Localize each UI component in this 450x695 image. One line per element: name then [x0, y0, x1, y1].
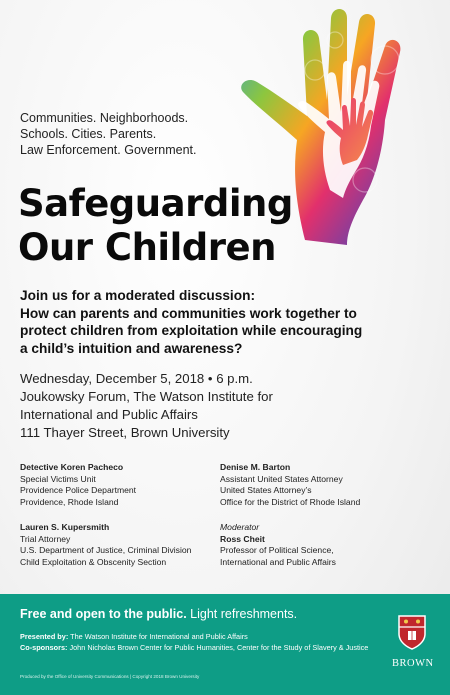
event-date-time: Wednesday, December 5, 2018 • 6 p.m.	[20, 371, 253, 386]
co-sponsors-label: Co-sponsors:	[20, 643, 68, 652]
speaker-detail: International and Public Affairs	[220, 556, 336, 567]
speaker-pacheco	[20, 462, 136, 508]
description-line: Join us for a moderated discussion:	[20, 288, 256, 303]
speaker-detail: Child Exploitation & Obscenity Section	[20, 556, 167, 567]
speakers	[20, 462, 440, 577]
description-line: How can parents and communities work together to	[20, 305, 357, 321]
description-line: a child’s intuition and awareness?	[20, 340, 243, 356]
speaker-cheit	[220, 522, 336, 568]
tagline-line: Law Enforcement. Government.	[20, 143, 197, 157]
event-title	[18, 182, 293, 270]
speaker-name: Ross Cheit	[220, 533, 265, 544]
presented-by-text: The Watson Institute for International and Public Affairs	[68, 632, 248, 641]
event-address: 111 Thayer Street, Brown University	[20, 425, 230, 440]
brown-logo	[392, 614, 432, 669]
event-description	[20, 287, 440, 357]
tagline-line: Communities. Neighborhoods.	[20, 111, 189, 125]
tagline	[20, 110, 196, 158]
brown-wordmark: BROWN	[392, 658, 434, 669]
speaker-name: Denise M. Barton	[220, 462, 291, 472]
production-credit: Produced by the Office of University Communications | Copyright 2018 Brown University	[20, 674, 200, 679]
speaker-barton	[220, 462, 360, 508]
speaker-detail: U.S. Department of Justice, Criminal Division	[20, 545, 192, 556]
speaker-detail: Trial Attorney	[20, 533, 71, 544]
admission-free: Free and open to the public.	[20, 607, 187, 621]
speaker-kupersmith	[20, 522, 191, 568]
speaker-detail: United States Attorney’s	[220, 485, 312, 496]
tagline-line: Schools. Cities. Parents.	[20, 127, 157, 141]
admission-note	[20, 607, 297, 621]
description-line: protect children from exploitation while encouraging	[20, 323, 363, 338]
event-venue-cont: International and Public Affairs	[20, 407, 198, 422]
speaker-detail: Special Victims Unit	[20, 473, 96, 484]
presented-by-label: Presented by:	[20, 632, 69, 641]
event-title-line: Safeguarding	[18, 182, 293, 225]
event-details	[20, 370, 273, 442]
brown-shield-icon	[397, 614, 427, 650]
speaker-name: Lauren S. Kupersmith	[20, 522, 110, 532]
speaker-role: Moderator	[220, 522, 260, 532]
co-sponsors-text: John Nicholas Brown Center for Public Humanities, Center for the Study of Slavery & Justice	[67, 643, 369, 652]
speaker-detail: Assistant United States Attorney	[220, 473, 343, 484]
speaker-name: Detective Koren Pacheco	[20, 462, 124, 472]
speaker-detail: Providence Police Department	[20, 485, 137, 496]
presented-by	[20, 632, 248, 641]
event-title-line: Our Children	[18, 226, 276, 269]
speaker-detail: Office for the District of Rhode Island	[220, 496, 361, 507]
co-sponsors	[20, 643, 368, 652]
speaker-detail: Providence, Rhode Island	[20, 496, 119, 507]
speaker-detail: Professor of Political Science,	[220, 545, 334, 556]
admission-refreshments: Light refreshments.	[186, 607, 298, 621]
event-venue: Joukowsky Forum, The Watson Institute for	[20, 389, 273, 404]
footer-banner	[0, 594, 450, 695]
